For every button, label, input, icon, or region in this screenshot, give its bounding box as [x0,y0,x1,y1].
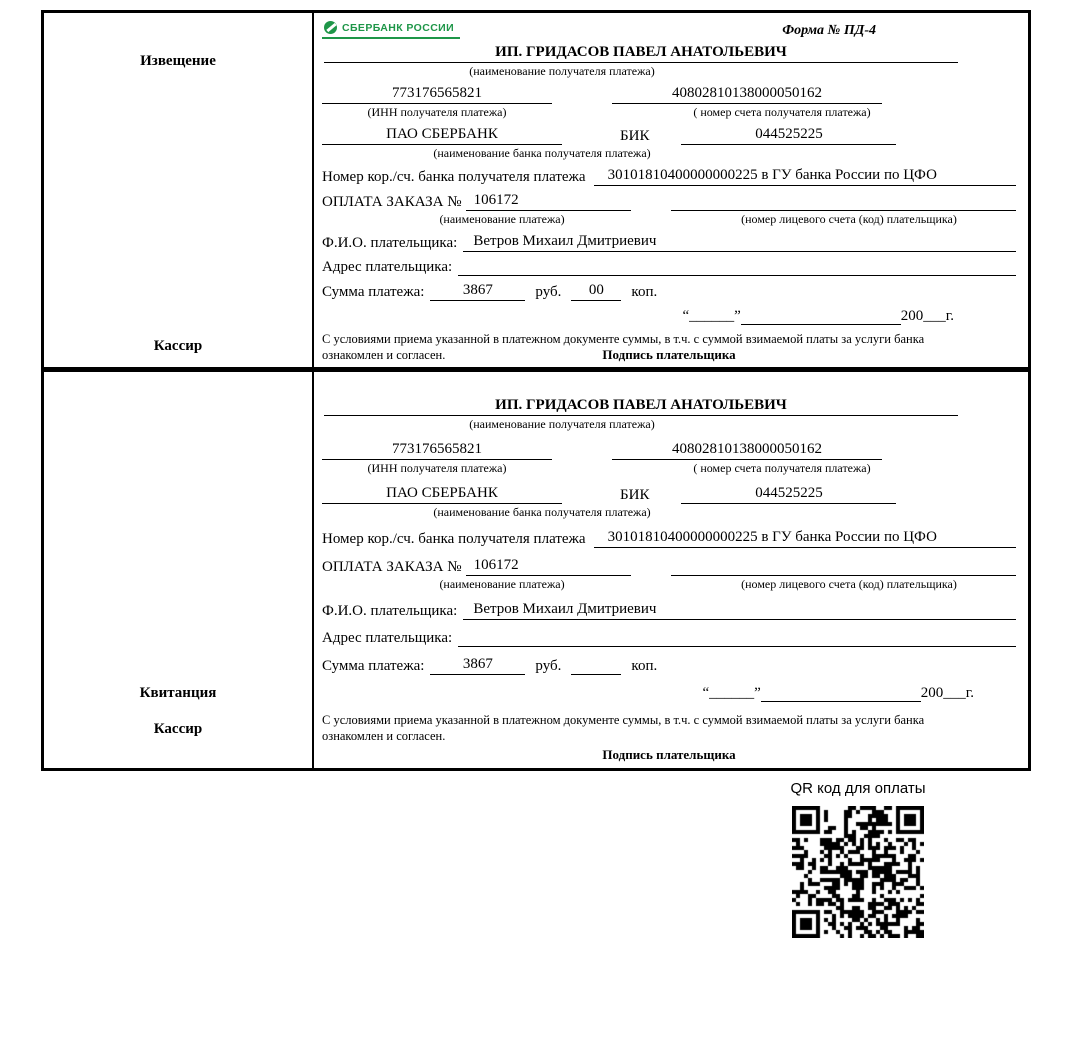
sberbank-logo-text: СБЕРБАНК РОССИИ [342,21,455,34]
account-caption: ( номер счета получателя платежа) [693,461,871,475]
notice-title: Извещение [140,53,216,69]
kop-label: коп. [631,283,658,300]
rub-label: руб. [535,658,562,674]
recipient-name: ИП. ГРИДАСОВ ПАВЕЛ АНАТОЛЬЕВИЧ [324,43,958,63]
date-year: 200___г. [920,685,974,701]
inn-caption: (ИНН получателя платежа) [367,104,507,119]
payer-name-value: Ветров Михаил Дмитриевич [463,600,1016,620]
notice-cashier-label: Кассир [153,338,203,354]
sberbank-logo [322,19,460,39]
corr-account-value: 30101810400000000225 в ГУ банка России по ЦФО [594,166,1016,186]
sum-label: Сумма платежа: [322,658,425,674]
date-line [761,683,921,702]
account-caption: ( номер счета получателя платежа) [693,104,871,119]
qr-code-image [792,806,924,938]
payment-purpose-label: ОПЛАТА ЗАКАЗА № [322,193,462,210]
payer-address-line [458,257,1016,276]
sum-kop-value [571,656,621,675]
payer-name-label: Ф.И.О. плательщика: [322,234,458,251]
rub-label: руб. [535,283,562,300]
bik-label: БИК [620,487,650,503]
account-value: 40802810138000050162 [612,84,882,104]
payer-code-caption: (номер лицевого счета (код) плательщика) [741,577,957,591]
recipient-caption: (наименование получателя платежа) [469,63,655,78]
notice-side-column [44,13,314,367]
date-line [741,306,901,325]
account-value: 40802810138000050162 [612,440,882,460]
terms-text: С условиями приема указанной в платежном документе суммы, в т.ч. с суммой взимаемой платы за услуги банка ознакомлен и согласен. [322,331,925,362]
receipt-side-column [44,372,314,768]
payment-purpose-label: ОПЛАТА ЗАКАЗА № [322,559,462,575]
payer-address-line [458,628,1016,647]
date-year: 200___г. [900,307,954,324]
payer-code-line [671,192,1016,211]
sum-rub-value: 3867 [430,655,525,675]
bik-value: 044525225 [681,125,896,145]
recipient-name: ИП. ГРИДАСОВ ПАВЕЛ АНАТОЛЬЕВИЧ [324,396,958,416]
payer-name-value: Ветров Михаил Дмитриевич [463,232,1016,252]
sberbank-logo-icon [324,21,337,34]
order-number-value: 106172 [466,556,631,576]
qr-caption: QR код для оплаты [790,780,926,797]
signature-label: Подпись плательщика [602,746,736,762]
bank-name-value: ПАО СБЕРБАНК [322,125,562,145]
qr-section [778,780,938,938]
payer-code-line [671,557,1016,576]
payer-name-label: Ф.И.О. плательщика: [322,603,458,619]
receipt-title: Квитанция [139,685,217,701]
payer-address-label: Адрес плательщика: [322,258,453,275]
inn-caption: (ИНН получателя платежа) [367,461,507,475]
notice-section [41,10,1031,370]
bank-caption: (наименование банка получателя платежа) [433,505,651,519]
receipt-cashier-label: Кассир [153,721,203,737]
receipt-section [41,369,1031,771]
sum-label: Сумма платежа: [322,283,425,300]
order-number-value: 106172 [466,191,631,211]
corr-account-label: Номер кор./сч. банка получателя платежа [322,531,586,547]
bik-value: 044525225 [681,484,896,504]
payer-code-caption: (номер лицевого счета (код) плательщика) [741,211,957,226]
corr-account-label: Номер кор./сч. банка получателя платежа [322,168,586,185]
purpose-caption: (наименование платежа) [439,577,565,591]
signature-label: Подпись плательщика [602,347,736,362]
sum-kop-value: 00 [571,281,621,301]
bik-label: БИК [620,127,650,144]
inn-value: 773176565821 [322,440,552,460]
date-quote: “______” [682,307,741,324]
terms-text: С условиями приема указанной в платежном документе суммы, в т.ч. с суммой взимаемой платы за услуги банка ознакомлен и согласен. [322,713,925,744]
sum-rub-value: 3867 [430,281,525,301]
payer-address-label: Адрес плательщика: [322,630,453,646]
bank-name-value: ПАО СБЕРБАНК [322,484,562,504]
bank-caption: (наименование банка получателя платежа) [433,145,651,160]
notice-content [314,13,1028,367]
corr-account-value: 30101810400000000225 в ГУ банка России по ЦФО [594,528,1016,548]
purpose-caption: (наименование платежа) [439,211,565,226]
recipient-caption: (наименование получателя платежа) [469,417,655,431]
receipt-content [314,372,1028,768]
date-quote: “______” [702,685,761,701]
kop-label: коп. [631,658,658,674]
form-number: Форма № ПД-4 [782,23,876,38]
inn-value: 773176565821 [322,84,552,104]
